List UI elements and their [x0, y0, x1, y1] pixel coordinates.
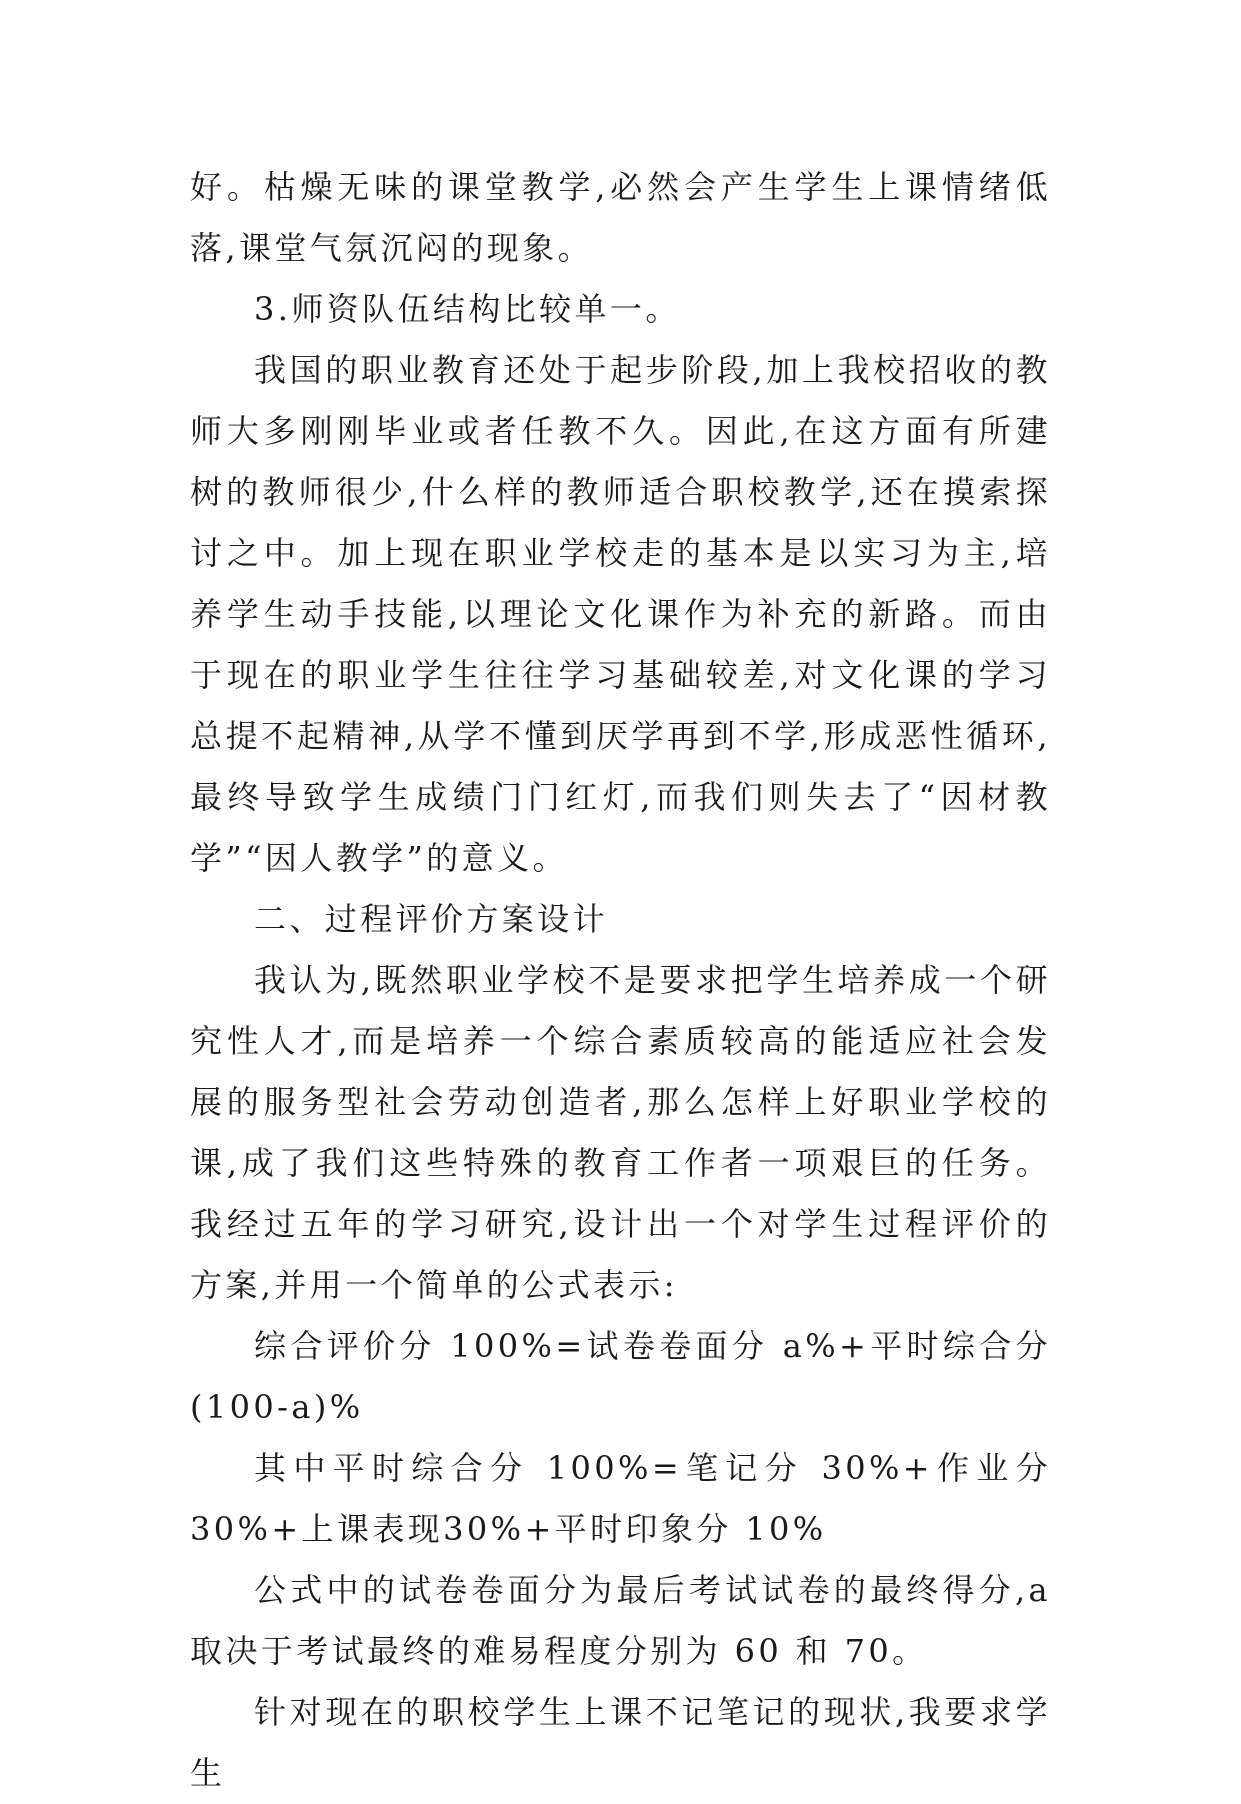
document-body [190, 157, 1051, 1804]
paragraph-continued: 好。枯燥无味的课堂教学,必然会产生学生上课情绪低落,课堂气氛沉闷的现象。 [190, 168, 1051, 267]
paragraph-evaluation-intro: 我认为,既然职业学校不是要求把学生培养成一个研究性人才,而是培养一个综合素质较高的能适应社会发展的服务型社会劳动创造者,那么怎样上好职业学校的课,成了我们这些特殊的教育工作者一项艰巨的任务。我经过五年的学习研究,设计出一个对学生过程评价的方案,并用一个简单的公式表示: [190, 961, 1051, 1304]
formula-comprehensive-score: 综合评价分 100%=试卷卷面分 a%+平时综合分(100-a)% [190, 1327, 1051, 1426]
section-heading-teacher-structure: 3.师资队伍结构比较单一。 [254, 290, 681, 328]
formula-regular-score: 其中平时综合分 100%=笔记分 30%+作业分 30%+上课表现30%+平时印象分 10% [190, 1449, 1051, 1548]
paragraph-formula-explanation: 公式中的试卷卷面分为最后考试试卷的最终得分,a 取决于考试最终的难易程度分别为 60 和 70。 [190, 1571, 1051, 1670]
paragraph-vocational-education: 我国的职业教育还处于起步阶段,加上我校招收的教师大多刚刚毕业或者任教不久。因此,在这方面有所建树的教师很少,什么样的教师适合职校教学,还在摸索探讨之中。加上现在职业学校走的基本是以实习为主,培养学生动手技能,以理论文化课作为补充的新路。而由于现在的职业学生往往学习基础较差,对文化课的学习总提不起精神,从学不懂到厌学再到不学,形成恶性循环,最终导致学生成绩门门红灯,而我们则失去了“因材教学”“因人教学”的意义。 [190, 351, 1051, 877]
section-heading-process-evaluation: 二、过程评价方案设计 [254, 900, 609, 938]
paragraph-notes-requirement: 针对现在的职校学生上课不记笔记的现状,我要求学生 [190, 1693, 1051, 1792]
